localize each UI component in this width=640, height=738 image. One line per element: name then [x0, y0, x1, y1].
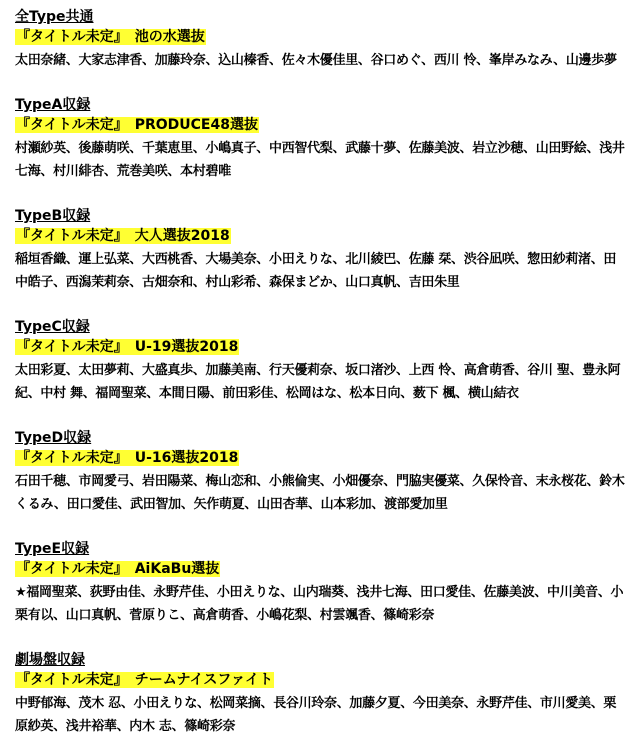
song-title — [15, 27, 626, 47]
song-title-highlight: 『タイトル未定』 大人選抜2018 — [16, 228, 230, 244]
section-type-e — [15, 540, 626, 627]
song-title — [15, 226, 626, 246]
song-title — [15, 115, 626, 135]
member-list: 中野郁海、茂木 忍、小田えりな、松岡菜摘、長谷川玲奈、加藤夕夏、今田美奈、永野芹佳、市川愛美、栗原紗英、浅井裕華、内木 志、篠崎彩奈 — [15, 696, 617, 734]
section-type-b — [15, 207, 626, 294]
section-type-c — [15, 318, 626, 405]
section-heading: 劇場盤収録 — [15, 652, 85, 668]
member-list: 太田奈緒、大家志津香、加藤玲奈、込山榛香、佐々木優佳里、谷口めぐ、西川 怜、峯岸みなみ、山邊歩夢 — [15, 53, 617, 68]
section-all-types — [15, 8, 626, 72]
member-list: 稲垣香織、運上弘菜、大西桃香、大場美奈、小田えりな、北川綾巴、佐藤 栞、渋谷凪咲、惣田紗莉渚、田中皓子、西潟茉莉奈、古畑奈和、村山彩希、森保まどか、山口真帆、吉田朱里 — [15, 252, 617, 290]
member-list: 太田彩夏、太田夢莉、大盛真歩、加藤美南、行天優莉奈、坂口渚沙、上西 怜、高倉萌香、谷川 聖、豊永阿紀、中村 舞、福岡聖菜、本間日陽、前田彩佳、松岡はな、松本日向、薮下 楓、横山結衣 — [15, 363, 621, 401]
section-theater-edition — [15, 651, 626, 738]
song-title — [15, 670, 626, 690]
section-heading: TypeC収録 — [15, 319, 90, 335]
song-title — [15, 337, 626, 357]
section-type-a — [15, 96, 626, 183]
member-list: 村瀬紗英、後藤萌咲、千葉恵里、小嶋真子、中西智代梨、武藤十夢、佐藤美波、岩立沙穂、山田野絵、浅井七海、村川緋杏、荒巻美咲、本村碧唯 — [15, 141, 625, 179]
song-title-highlight: 『タイトル未定』 池の水選抜 — [16, 29, 205, 45]
song-title-highlight: 『タイトル未定』 AiKaBu選抜 — [16, 561, 220, 577]
section-heading: TypeA収録 — [15, 97, 91, 113]
section-heading: 全Type共通 — [15, 9, 94, 25]
section-heading: TypeE収録 — [15, 541, 90, 557]
member-list: ★福岡聖菜、荻野由佳、永野芹佳、小田えりな、山内瑞葵、浅井七海、田口愛佳、佐藤美波、中川美音、小栗有以、山口真帆、菅原りこ、高倉萌香、小嶋花梨、村雲颯香、篠崎彩奈 — [15, 585, 624, 623]
song-title — [15, 559, 626, 579]
member-list: 石田千穂、市岡愛弓、岩田陽菜、梅山恋和、小熊倫実、小畑優奈、門脇実優菜、久保怜音、末永桜花、鈴木くるみ、田口愛佳、武田智加、矢作萌夏、山田杏華、山本彩加、渡部愛加里 — [15, 474, 625, 512]
section-heading: TypeB収録 — [15, 208, 91, 224]
section-heading: TypeD収録 — [15, 430, 92, 446]
song-title-highlight: 『タイトル未定』 U-16選抜2018 — [16, 450, 239, 466]
song-title — [15, 448, 626, 468]
section-type-d — [15, 429, 626, 516]
song-title-highlight: 『タイトル未定』 チームナイスファイト — [16, 672, 274, 688]
song-title-highlight: 『タイトル未定』 PRODUCE48選抜 — [16, 117, 258, 133]
song-title-highlight: 『タイトル未定』 U-19選抜2018 — [16, 339, 239, 355]
